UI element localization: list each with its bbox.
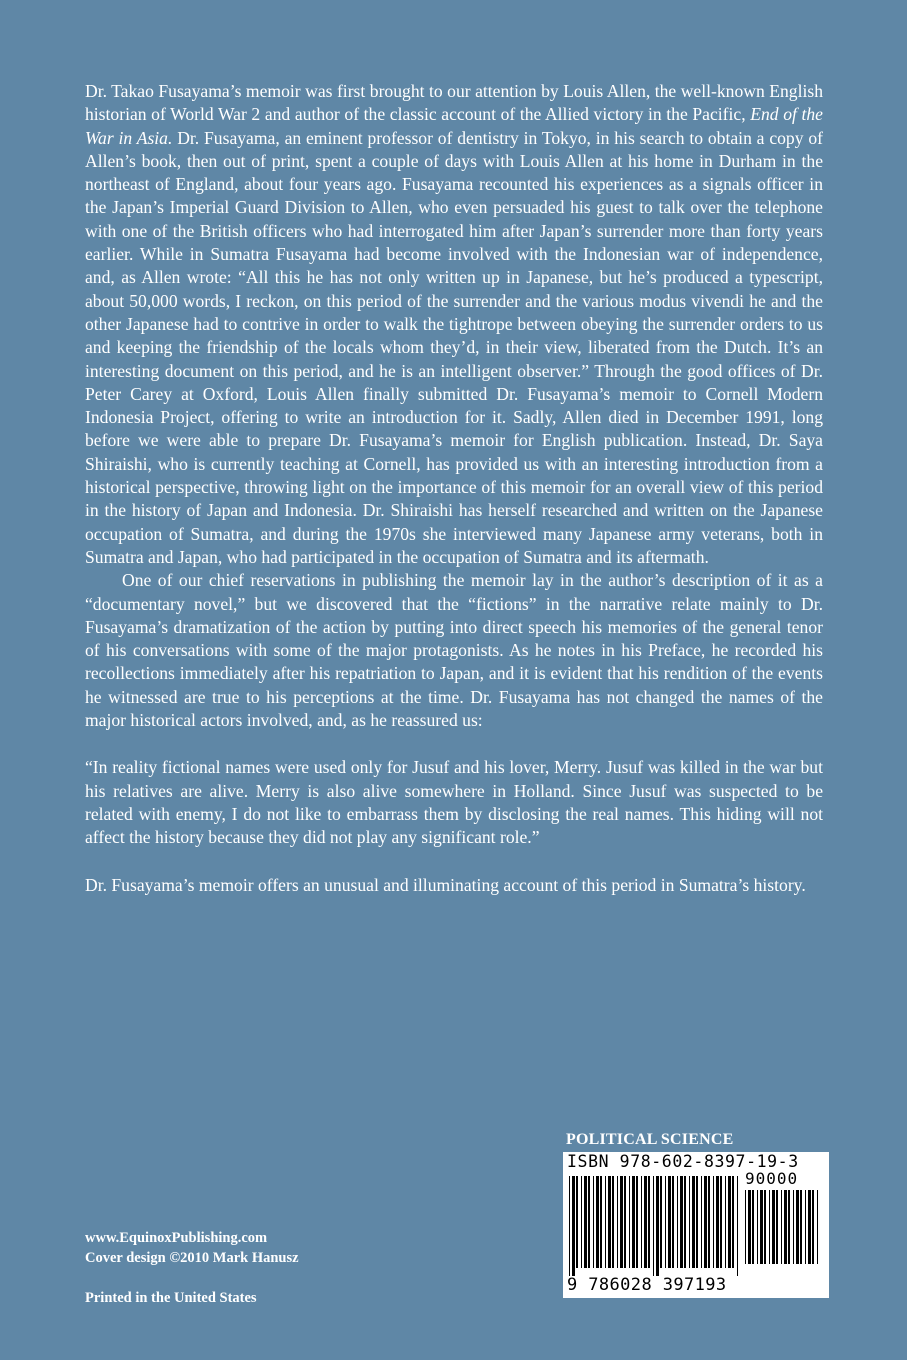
closing-paragraph: Dr. Fusayama’s memoir offers an unusual and illuminating account of this period in Sumatra’s history. [85,874,806,895]
paragraph-1-post: Dr. Fusayama, an eminent professor of dentistry in Tokyo, in his search to obtain a copy of Allen’s book, then out of print, spent a couple of days with Louis Allen at his home in Durham in the northeast of England, about four years ago. Fusayama recounted his experiences as a signals officer in the Japan’s Imperial Guard Division to Allen, who even persuaded his guest to talk over the telephone with one of the British officers who had interrogated him after Japan’s surrender more than forty years earlier. While in Sumatra Fusayama had become involved with the Indonesian war of independence, and, as Allen wrote: “All this he has not only written up in Japanese, but he’s produced a typescript, about 50,000 words, I reckon, on this period of the surrender and the various modus vivendi he and the other Japanese had to contrive in order to walk the tightrope between obeying the surrender orders to us and keeping the friendship of the locals whom they’d, in their view, liberated from the Dutch. It’s an interesting document on this period, and he is an intelligent observer.” Through the good offices of Dr. Peter Carey at Oxford, Louis Allen finally submitted Dr. Fusayama’s memoir to Cornell Modern Indonesia Project, offering to write an introduction for it. Sadly, Allen died in December 1991, long before we were able to prepare Dr. Fusayama’s memoir for English publication. Instead, Dr. Saya Shiraishi, who is currently teaching at Cornell, has provided us with an interesting introduction from a historical perspective, throwing light on the importance of this memoir for an overall view of this period in the history of Japan and Indonesia. Dr. Shiraishi has herself researched and written on the Japanese occupation of Sumatra, and during the 1970s she interviewed many Japanese army veterans, both in Sumatra and Japan, who had participated in the occupation of Sumatra and its aftermath. [85,127,823,567]
isbn-label: ISBN 978-602-8397-19-3 [567,1152,799,1171]
cover-credit: Cover design ©2010 Mark Hanusz [85,1250,299,1266]
quote-paragraph: “In reality fictional names were used only for Jusuf and his lover, Merry. Jusuf was killed in the war but his relatives are alive. Merry is also alive somewhere in Holland. Since Jusuf was suspected to be related with enemy, I do not like to embarrass them by disclosing the real names. This hiding will not affect the history because they did not play any significant role.” [85,757,823,848]
publisher-website: www.EquinoxPublishing.com [85,1230,268,1246]
isbn-barcode [563,1152,829,1298]
category-label: POLITICAL SCIENCE [566,1131,734,1148]
back-cover-blurb [85,80,823,897]
paragraph-2: One of our chief reservations in publishing the memoir lay in the author’s description of it as a “documentary novel,” but we discovered that the “fictions” in the narrative relate mainly to Dr. Fusayama’s dramatization of the action by putting into direct speech his memories of the general tenor of his conversations with some of the major protagonists. As he notes in his Preface, he recorded his recollections immediately after his repatriation to Japan, and it is evident that his rendition of the events he witnessed are true to his perceptions at the time. Dr. Fusayama has not changed the names of the major historical actors involved, and, as he reassured us: [85,570,823,731]
ean-barcode-bars [569,1176,741,1276]
printed-in: Printed in the United States [85,1290,257,1306]
paragraph-1-pre: Dr. Takao Fusayama’s memoir was first brought to our attention by Louis Allen, the well-known English historian of World War 2 and author of the classic account of the Allied victory in the Pacific, [85,81,823,125]
price-code: 90000 [745,1169,799,1188]
price-barcode-bars [745,1190,821,1272]
book-title: End of the War in Asia. [85,104,823,148]
paragraph-1 [85,80,823,569]
ean-digits: 9 786028 397193 [567,1275,727,1295]
